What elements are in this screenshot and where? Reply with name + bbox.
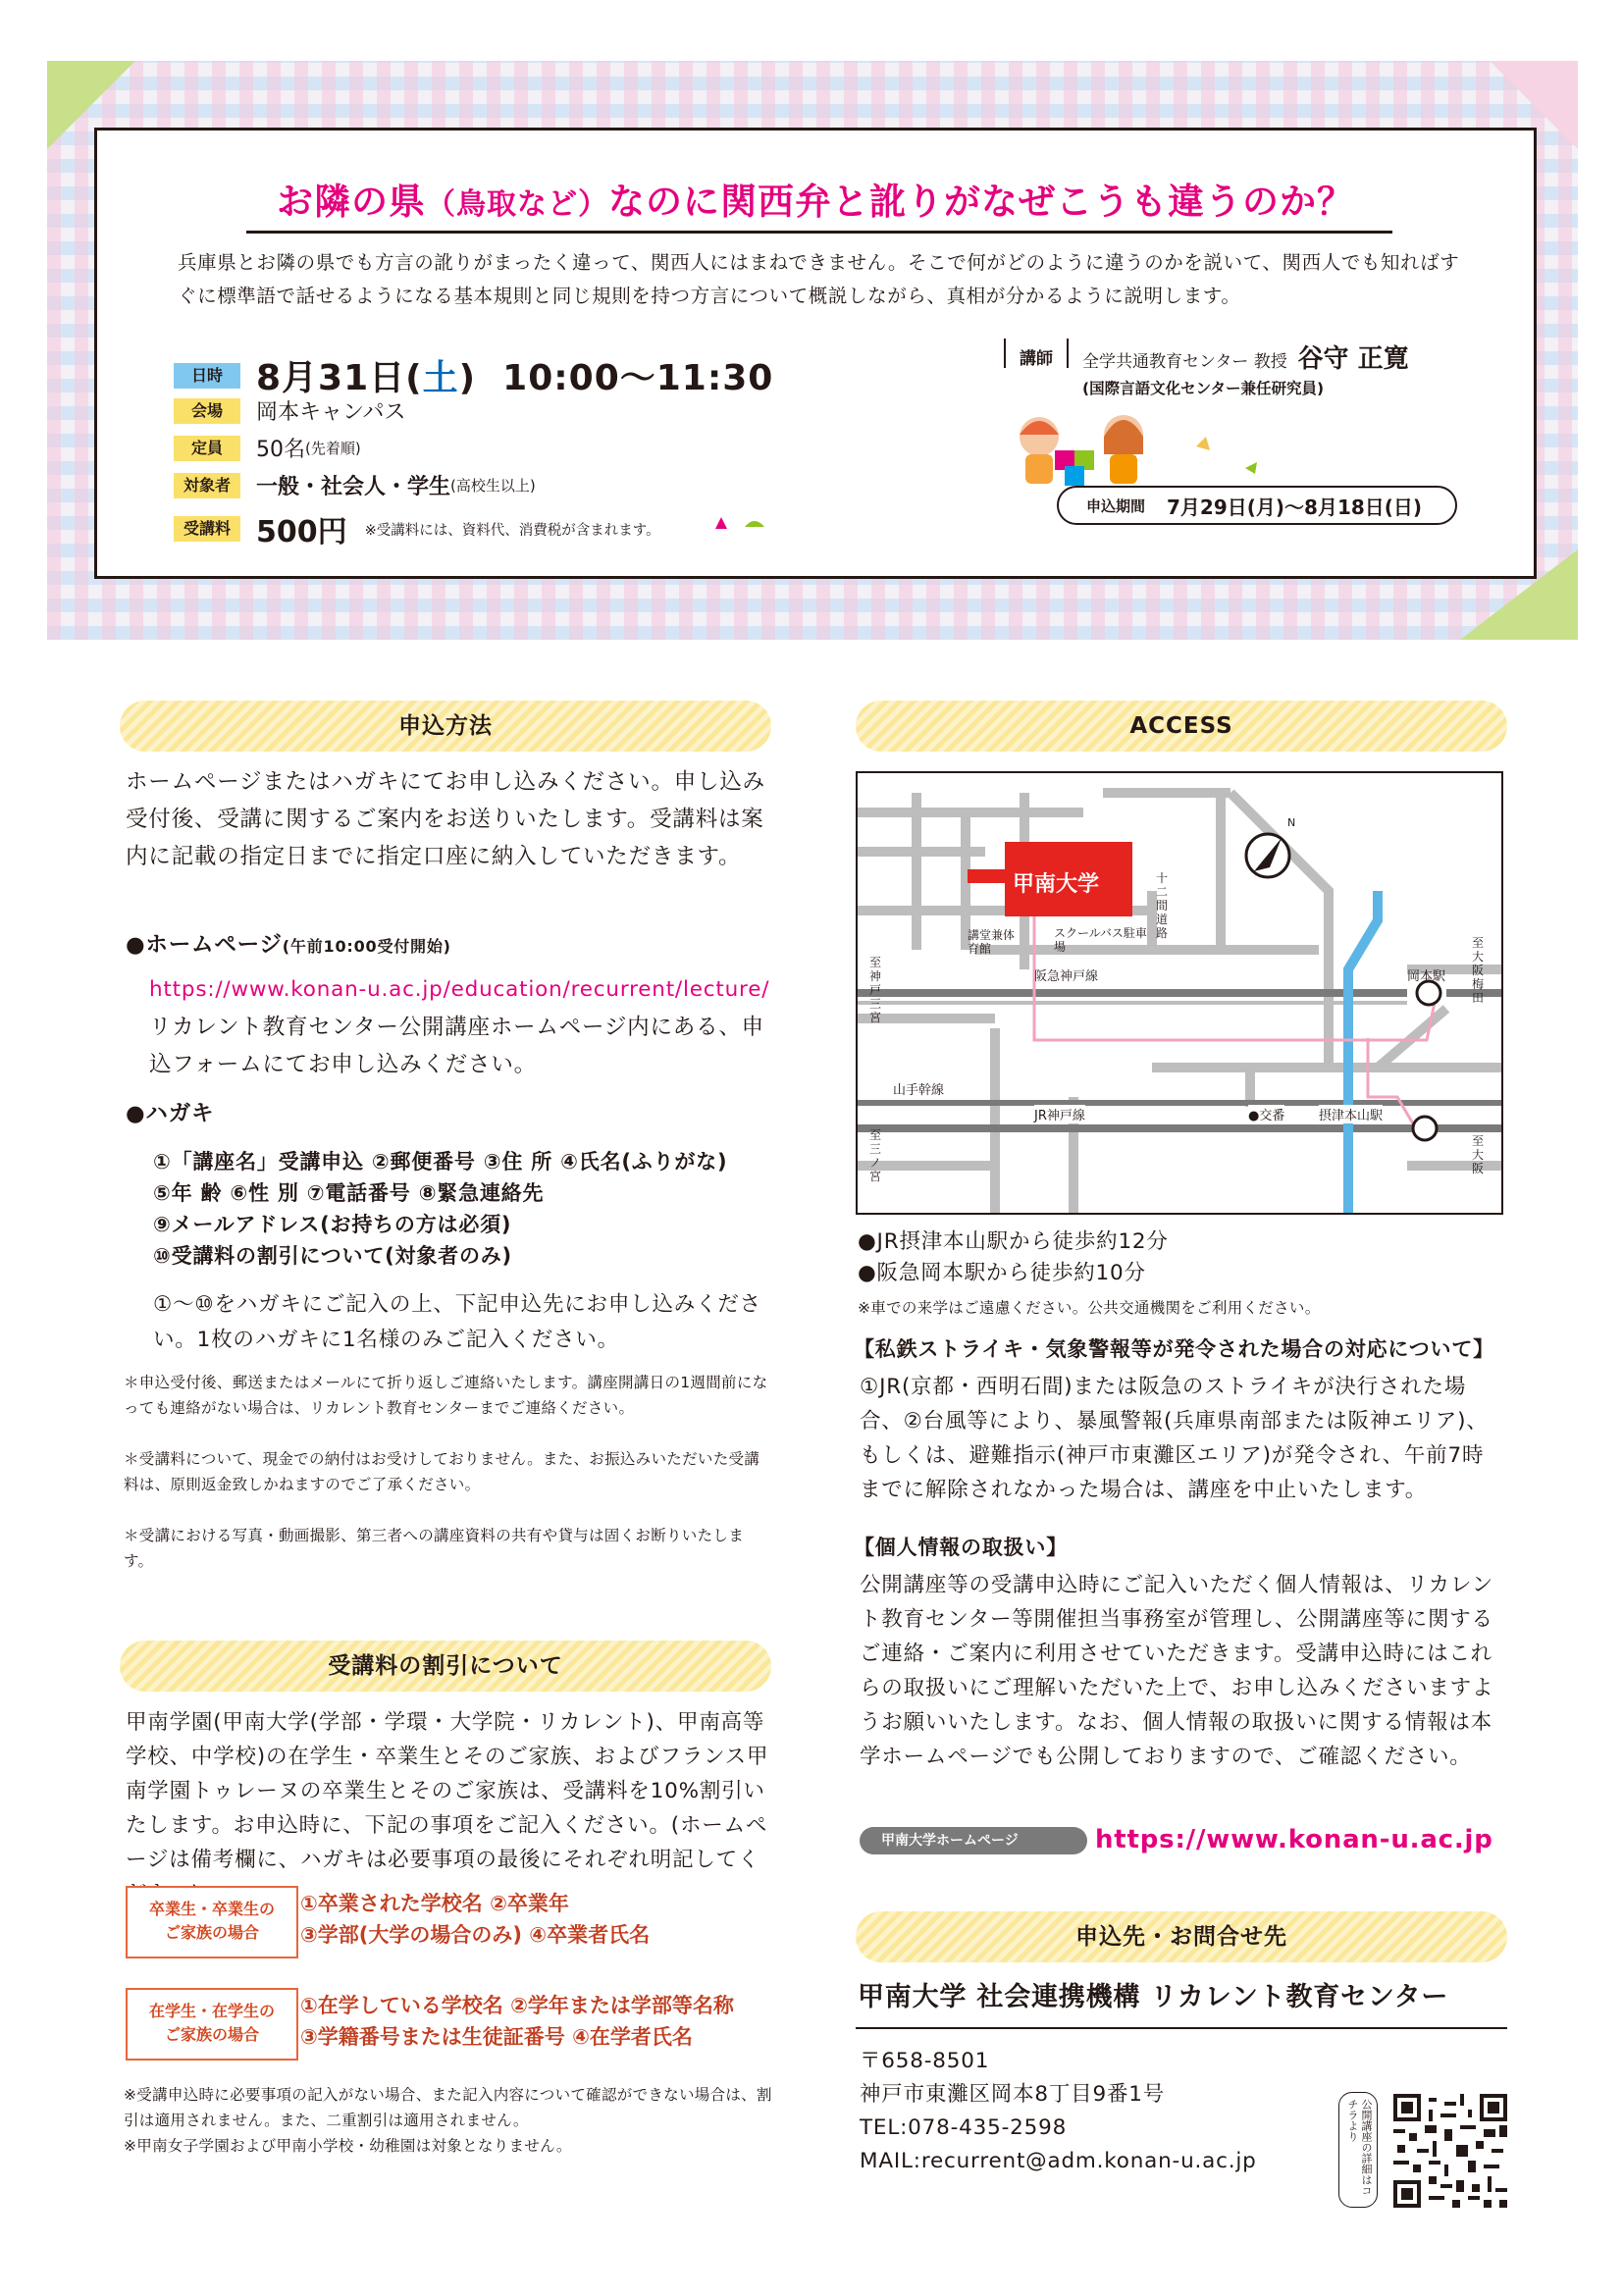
discount-note: ※受講申込時に必要事項の記入がない場合、また記入内容について確認ができない場合は、割引は適用されません。また、二重割引は適用されません。 [124, 2086, 772, 2129]
map-hankyu: 阪急神戸線 [1034, 969, 1099, 984]
map-bus: スクールバス駐車場 [1054, 926, 1147, 954]
postcard-item: ①「講座名」受講申込 ②郵便番号 ③住 所 ④氏名(ふりがな) [153, 1150, 728, 1174]
apply-note: ＊受講における写真・動画撮影、第三者への講座資料の共有や貸与は固くお断りいたします。 [124, 1527, 745, 1570]
discount-heading: 受講料の割引について [120, 1641, 771, 1692]
map-okamoto: 岡本駅 [1407, 969, 1446, 984]
contact-zip: 〒658-8501 [860, 2049, 990, 2073]
title-underline [246, 231, 1392, 234]
apply-note: ＊受講料について、現金での納付はお受けしておりません。また、お振込みいただいた受講料は、原則返金致しかねますのでご了承ください。 [124, 1450, 760, 1493]
venue-row: 会場 岡本キャンパス [174, 395, 405, 426]
apply-url-link[interactable]: https://www.konan-u.ac.jp/education/recurrent/lecture/ [149, 977, 770, 1002]
contact-address: 神戸市東灘区岡本8丁目9番1号 [860, 2082, 1166, 2107]
map-road: 十二間道路 [1156, 871, 1169, 940]
qr-caption: 公開講座の詳細はコチラより [1338, 2092, 1378, 2208]
access-heading: ACCESS [856, 701, 1507, 752]
map-settsu: 摂津本山駅 [1319, 1105, 1383, 1123]
student-label-box: 在学生・在学生の ご家族の場合 [126, 1988, 298, 2061]
hp-label-pill: 甲南大学ホームページ [860, 1827, 1087, 1854]
privacy-heading: 【個人情報の取扱い】 [854, 1536, 1068, 1559]
privacy-text: 公開講座等の受講申込時にご記入いただく個人情報は、リカレント教育センター等開催担当事務室が管理し、公開講座等に関するご連絡・ご案内に利用させていただきます。受講申込時にはこれらの取扱いにご理解いただいた上で、お申し込みくださいますようお願いいたします。なお、個人情報の取扱いに関する情報は本学ホームページでも公開しておりますので、ご確認ください。 [860, 1573, 1494, 1769]
strike-text: ①JR(京都・西明石間)または阪急のストライキが決行された場合、②台風等により、暴風警報(兵庫県南部または阪神エリア)、もしくは、避難指示(神戸市東灘区エリア)が発令され、午前7時までに解除されなかった場合は、講座を中止いたします。 [860, 1375, 1489, 1502]
apply-intro: ホームページまたはハガキにてお申し込みください。申し込み受付後、受講に関するご案内をお送りいたします。受講料は案内に記載の指定日までに指定口座に納入していただきます。 [126, 769, 765, 869]
qr-code[interactable] [1393, 2094, 1507, 2208]
event-title: お隣の県（鳥取など）なのに関西弁と訛りがなぜこうも違うのか？ [277, 181, 1354, 223]
date-row: 日時 8月31日(土) 10:00〜11:30 [174, 350, 773, 400]
fee-row: 受講料 500円 ※受講料には、資料代、消費税が含まれます。 [174, 507, 660, 550]
map-to-umeda: 至大阪梅田 [1472, 936, 1485, 1005]
map-gym: 講堂兼体育館 [968, 928, 1016, 956]
student-items: ①在学している学校名 ②学年または学部等名称 ③学籍番号または生徒証番号 ④在学者氏名 [300, 1994, 734, 2049]
contact-org: 甲南大学 社会連携機構 リカレント教育センター [858, 1982, 1449, 2012]
contact-mail[interactable]: MAIL:recurrent@adm.konan-u.ac.jp [860, 2149, 1257, 2173]
map-to-sannomiya: 至神戸三宮 [869, 956, 882, 1024]
event-intro: 兵庫県とお隣の県でも方言の訛りがまったく違って、関西人にはまねできません。そこで何がどのように違うのかを説いて、関西人でも知ればすぐに標準語で話せるようになる基本規則と同じ規則を持つ方言について概説しながら、真相が分かるように説明します。 [178, 251, 1460, 307]
graduate-items: ①卒業された学校名 ②卒業年 ③学部(大学の場合のみ) ④卒業者氏名 [300, 1892, 651, 1947]
contact-divider [856, 2027, 1507, 2029]
strike-heading: 【私鉄ストライキ・気象警報等が発令された場合の対応について】 [854, 1337, 1494, 1361]
postcard-item: ⑨メールアドレス(お持ちの方は必須) [153, 1213, 512, 1236]
capacity-row: 定員 50名 (先着順) [174, 433, 361, 463]
map-koban: ●交番 [1248, 1105, 1284, 1123]
access-line: ●阪急岡本駅から徒歩約10分 [858, 1261, 1146, 1285]
homepage-text: リカレント教育センター公開講座ホームページ内にある、申込フォームにてお申し込みください。 [149, 1015, 764, 1077]
postcard-text: ①〜⑩をハガキにご記入の上、下記申込先にお申し込みください。1枚のハガキに1名様のみご記入ください。 [153, 1292, 761, 1352]
graduate-label-box: 卒業生・卒業生の ご家族の場合 [126, 1886, 298, 1958]
contact-tel: TEL:078-435-2598 [860, 2115, 1068, 2140]
map-to-osaka: 至大阪 [1472, 1134, 1485, 1175]
event-date: 8月31日(土) 10:00〜11:30 [256, 358, 774, 398]
contact-heading: 申込先・お問合せ先 [856, 1911, 1507, 1962]
map-jr: JR神戸線 [1034, 1105, 1085, 1123]
apply-note: ＊申込受付後、郵送またはメールにて折り返しご連絡いたします。講座開講日の1週間前になっても連絡がない場合は、リカレント教育センターまでご連絡ください。 [124, 1374, 768, 1417]
map-to-sannomiya-jr: 至三ノ宮 [869, 1128, 882, 1183]
access-map [856, 771, 1503, 1215]
leaf-decoration [706, 509, 774, 539]
homepage-label: ●ホームページ(午前10:00受付開始) [126, 932, 451, 958]
lecturer-block: 講師 全学共通教育センター 教授 谷守 正寛 (国際言語文化センター兼任研究員) [990, 339, 1409, 398]
map-yamate: 山手幹線 [893, 1083, 945, 1098]
map-north: N [1287, 816, 1296, 829]
postcard-label: ●ハガキ [126, 1101, 215, 1126]
map-university: 甲南大学 [1013, 872, 1100, 897]
event-card [94, 128, 1537, 579]
university-url-link[interactable]: https://www.konan-u.ac.jp [1095, 1825, 1493, 1854]
application-period: 申込期間 7月29日(月)〜8月18日(日) [1057, 486, 1457, 525]
access-line: ●JR摂津本山駅から徒歩約12分 [858, 1229, 1169, 1254]
kids-puzzle-illustration [1000, 407, 1294, 496]
discount-text: 甲南学園(甲南大学(学部・学環・大学院・リカレント)、甲南高等学校、中学校)の在学生・卒業生とそのご家族、およびフランス甲南学園トゥレーヌの卒業生とそのご家族は、受講料を10%割引いたします。お申込時に、下記の事項をご記入ください。(ホームページは備考欄に、ハガキは必要事項の最後にそれぞれ明記してく [126, 1710, 769, 1872]
access-note: ※車での来学はご遠慮ください。公共交通機関をご利用ください。 [858, 1299, 1321, 1317]
postcard-item: ⑩受講料の割引について(対象者のみ) [153, 1244, 512, 1268]
target-row: 対象者 一般・社会人・学生 (高校生以上) [174, 470, 536, 500]
postcard-item: ⑤年 齢 ⑥性 別 ⑦電話番号 ⑧緊急連絡先 [153, 1181, 545, 1205]
apply-heading: 申込方法 [120, 701, 771, 752]
discount-note: ※甲南女子学園および甲南小学校・幼稚園は対象となりません。 [124, 2137, 572, 2155]
map-streets [858, 773, 1503, 1215]
